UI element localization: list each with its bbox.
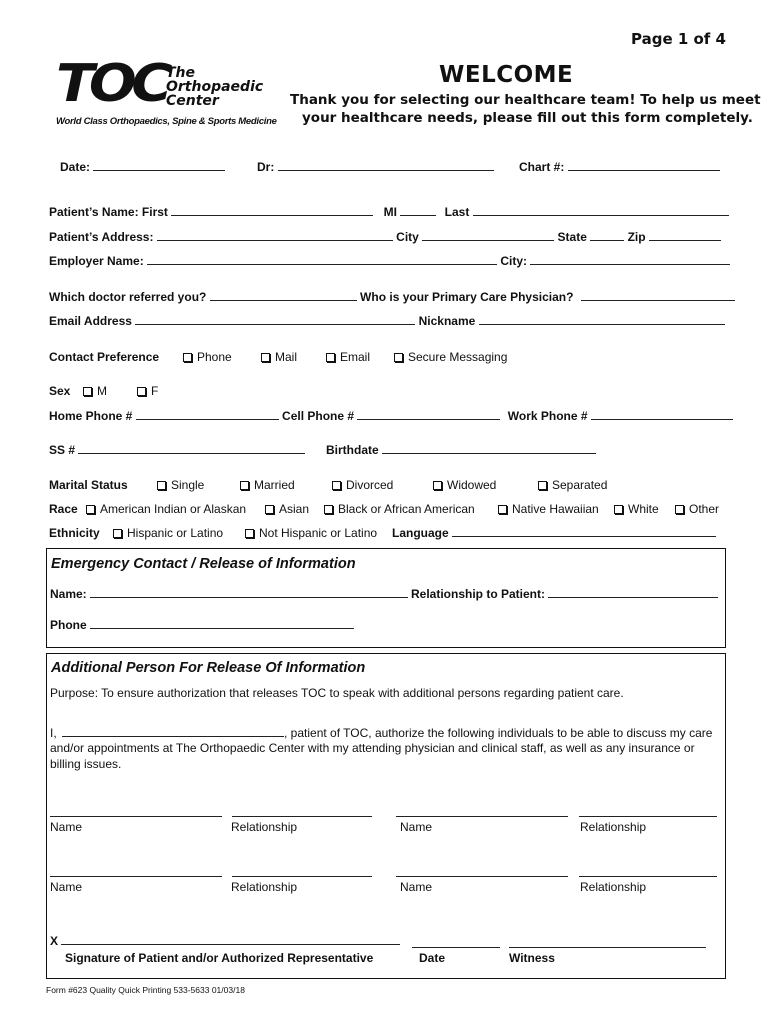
contact-option-secure-messaging[interactable]: Secure Messaging <box>394 350 507 364</box>
logo-tagline: World Class Orthopaedics, Spine & Sports Medicine <box>56 116 277 127</box>
logo-name-1: The <box>166 65 196 81</box>
race-option-native-hawaiian[interactable]: Native Hawaiian <box>498 502 599 516</box>
emergency-contact-section <box>46 548 726 648</box>
additional-purpose: Purpose: To ensure authorization that releases TOC to speak with additional persons regarding patient care. <box>50 686 624 700</box>
toc-logo <box>56 54 277 130</box>
auth-line-3: billing issues. <box>50 757 122 771</box>
dr-label: Dr: <box>257 160 275 174</box>
employer-city-field[interactable] <box>530 254 730 265</box>
person3-name-field[interactable] <box>50 866 222 877</box>
sex-label: Sex <box>49 384 71 398</box>
race-option-white[interactable]: White <box>614 502 659 516</box>
checkbox-icon[interactable] <box>433 481 442 490</box>
checkbox-icon[interactable] <box>113 529 122 538</box>
form-footer: Form #623 Quality Quick Printing 533-5633 01/03/18 <box>46 985 245 995</box>
language-label: Language <box>392 526 449 540</box>
city-label: City <box>396 230 419 244</box>
checkbox-icon[interactable] <box>675 505 684 514</box>
checkbox-icon[interactable] <box>83 387 92 396</box>
address-field[interactable] <box>157 230 393 241</box>
ethnicity-option-hispanic[interactable]: Hispanic or Latino <box>113 526 223 540</box>
person4-relationship-label: Relationship <box>580 880 647 894</box>
person4-name-field[interactable] <box>396 866 568 877</box>
checkbox-icon[interactable] <box>137 387 146 396</box>
referred-label: Which doctor referred you? <box>49 290 207 304</box>
first-name-field[interactable] <box>171 205 373 216</box>
chart-field[interactable] <box>568 160 720 171</box>
contact-pref-label: Contact Preference <box>49 350 160 364</box>
race-option-asian[interactable]: Asian <box>265 502 309 516</box>
checkbox-icon[interactable] <box>324 505 333 514</box>
state-label: State <box>557 230 587 244</box>
race-option-other[interactable]: Other <box>675 502 719 516</box>
zip-field[interactable] <box>649 230 721 241</box>
marital-option-widowed[interactable]: Widowed <box>433 478 496 492</box>
employer-city-label: City: <box>500 254 528 268</box>
person1-name-label: Name <box>50 820 83 834</box>
person2-relationship-field[interactable] <box>579 806 717 817</box>
city-field[interactable] <box>422 230 554 241</box>
person3-relationship-field[interactable] <box>232 866 372 877</box>
address-label: Patient’s Address: <box>49 230 154 244</box>
date-label: Date: <box>60 160 91 174</box>
employer-label: Employer Name: <box>49 254 144 268</box>
referred-field[interactable] <box>210 290 357 301</box>
checkbox-icon[interactable] <box>265 505 274 514</box>
signature-date-field[interactable] <box>412 937 500 948</box>
witness-label: Witness <box>509 951 555 965</box>
person4-name-label: Name <box>400 880 433 894</box>
marital-option-married[interactable]: Married <box>240 478 295 492</box>
home-phone-field[interactable] <box>136 409 279 420</box>
marital-option-divorced[interactable]: Divorced <box>332 478 393 492</box>
auth-prefix: I, <box>50 726 57 740</box>
marital-option-separated[interactable]: Separated <box>538 478 607 492</box>
contact-option-email[interactable]: Email <box>326 350 370 364</box>
date-field[interactable] <box>93 160 225 171</box>
emergency-phone-field[interactable] <box>90 618 354 629</box>
dr-field[interactable] <box>278 160 494 171</box>
logo-name-2: Orthopaedic <box>166 79 264 95</box>
mi-field[interactable] <box>400 205 436 216</box>
sex-option-f[interactable]: F <box>137 384 158 398</box>
first-name-label: Patient’s Name: First <box>49 205 168 219</box>
checkbox-icon[interactable] <box>240 481 249 490</box>
pcp-field[interactable] <box>581 290 735 301</box>
checkbox-icon[interactable] <box>614 505 623 514</box>
last-name-label: Last <box>444 205 470 219</box>
auth-name-field[interactable] <box>62 726 284 737</box>
cell-phone-field[interactable] <box>357 409 500 420</box>
checkbox-icon[interactable] <box>332 481 341 490</box>
witness-field[interactable] <box>509 937 706 948</box>
logo-name-3: Center <box>166 93 219 109</box>
ethnicity-option-not-hispanic[interactable]: Not Hispanic or Latino <box>245 526 377 540</box>
person3-relationship-label: Relationship <box>231 880 298 894</box>
person3-name-label: Name <box>50 880 83 894</box>
person1-name-field[interactable] <box>50 806 222 817</box>
signature-x: X <box>50 934 59 948</box>
person2-relationship-label: Relationship <box>580 820 647 834</box>
marital-label: Marital Status <box>49 478 128 492</box>
cell-phone-label: Cell Phone # <box>282 409 355 423</box>
welcome-line-2: your healthcare needs, please fill out this form completely. <box>302 110 753 126</box>
ss-label: SS # <box>49 443 76 457</box>
checkbox-icon[interactable] <box>498 505 507 514</box>
welcome-title: WELCOME <box>439 62 574 88</box>
emergency-name-label: Name: <box>50 587 87 601</box>
contact-option-mail[interactable]: Mail <box>261 350 297 364</box>
chart-label: Chart #: <box>519 160 565 174</box>
pcp-label: Who is your Primary Care Physician? <box>360 290 574 304</box>
person4-relationship-field[interactable] <box>579 866 717 877</box>
contact-option-phone[interactable]: Phone <box>183 350 232 364</box>
nickname-label: Nickname <box>418 314 476 328</box>
work-phone-field[interactable] <box>591 409 733 420</box>
ss-field[interactable] <box>78 443 305 454</box>
nickname-field[interactable] <box>479 314 725 325</box>
person2-name-label: Name <box>400 820 433 834</box>
marital-option-single[interactable]: Single <box>157 478 204 492</box>
checkbox-icon[interactable] <box>326 353 335 362</box>
checkbox-icon[interactable] <box>86 505 95 514</box>
email-label: Email Address <box>49 314 132 328</box>
emergency-phone-label: Phone <box>50 618 87 632</box>
person1-relationship-field[interactable] <box>232 806 372 817</box>
home-phone-label: Home Phone # <box>49 409 133 423</box>
work-phone-label: Work Phone # <box>507 409 588 423</box>
birthdate-field[interactable] <box>382 443 596 454</box>
zip-label: Zip <box>627 230 646 244</box>
page-number: Page 1 of 4 <box>631 30 726 48</box>
employer-field[interactable] <box>147 254 497 265</box>
person1-relationship-label: Relationship <box>231 820 298 834</box>
additional-title: Additional Person For Release Of Information <box>51 660 366 676</box>
additional-person-section <box>46 653 726 979</box>
emergency-title: Emergency Contact / Release of Information <box>51 556 356 572</box>
last-name-field[interactable] <box>473 205 729 216</box>
race-option-black[interactable]: Black or African American <box>324 502 475 516</box>
checkbox-icon[interactable] <box>183 353 192 362</box>
signature-field[interactable] <box>61 934 400 945</box>
person2-name-field[interactable] <box>396 806 568 817</box>
emergency-relationship-label: Relationship to Patient: <box>411 587 546 601</box>
ethnicity-label: Ethnicity <box>49 526 100 540</box>
email-field[interactable] <box>135 314 415 325</box>
checkbox-icon[interactable] <box>157 481 166 490</box>
signature-date-label: Date <box>419 951 446 965</box>
state-field[interactable] <box>590 230 624 241</box>
auth-line-2: and/or appointments at The Orthopaedic Center with my attending physician and clinical staff, as well as any insurance or <box>50 741 695 755</box>
checkbox-icon[interactable] <box>245 529 254 538</box>
checkbox-icon[interactable] <box>261 353 270 362</box>
checkbox-icon[interactable] <box>394 353 403 362</box>
sex-option-m[interactable]: M <box>83 384 107 398</box>
emergency-name-field[interactable] <box>90 587 408 598</box>
logo-mark: TOC <box>56 54 168 114</box>
signature-label: Signature of Patient and/or Authorized Representative <box>65 951 374 965</box>
checkbox-icon[interactable] <box>538 481 547 490</box>
race-label: Race <box>49 502 78 516</box>
mi-label: MI <box>383 205 397 219</box>
race-option-american-indian[interactable]: American Indian or Alaskan <box>86 502 246 516</box>
emergency-relationship-field[interactable] <box>548 587 718 598</box>
birthdate-label: Birthdate <box>326 443 379 457</box>
welcome-line-1: Thank you for selecting our healthcare team! To help us meet <box>290 92 761 108</box>
auth-line-1: , patient of TOC, authorize the following individuals to be able to discuss my care <box>284 726 713 740</box>
language-field[interactable] <box>452 526 716 537</box>
